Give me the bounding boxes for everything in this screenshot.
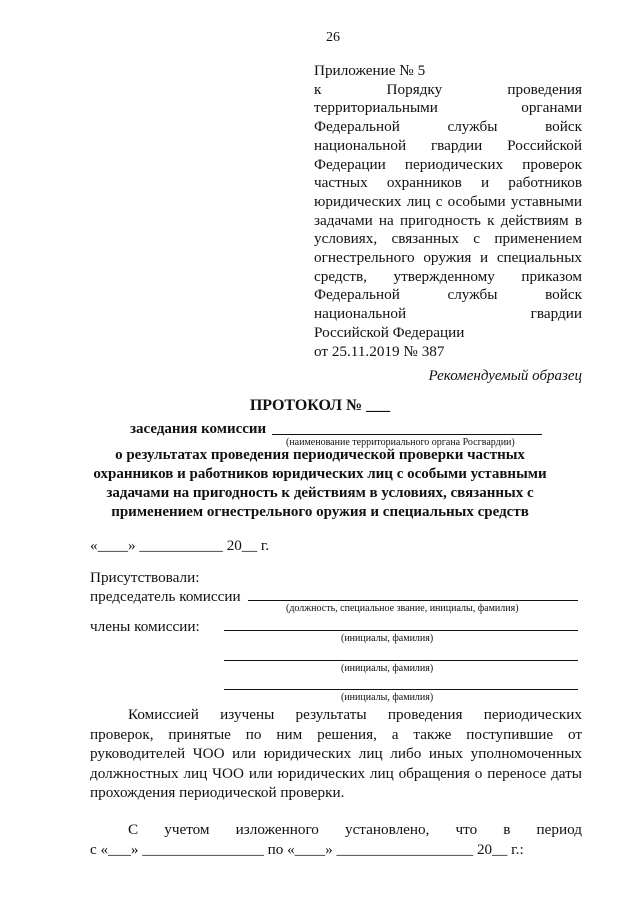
appendix-line: Российской Федерации bbox=[314, 323, 465, 341]
appendix-line: национальной гвардии Российской bbox=[314, 136, 582, 154]
appendix-line: национальной гвардии bbox=[314, 305, 582, 323]
member-underline bbox=[224, 660, 578, 661]
appendix-line: Федерации периодических проверок bbox=[314, 155, 582, 173]
page-number: 26 bbox=[326, 30, 340, 45]
appendix-line: Федеральной службы войск bbox=[314, 286, 582, 304]
paragraph-line: Комиссией изучены результаты проведения периодических bbox=[128, 706, 582, 723]
appendix-line: территориальными органами bbox=[314, 99, 582, 117]
paragraph-results bbox=[90, 705, 582, 803]
subject-line: задачами на пригодность к действиям в условиях, связанных с bbox=[106, 485, 534, 501]
paragraph-line: прохождения периодической проверки. bbox=[90, 784, 345, 802]
appendix-line: к Порядку проведения bbox=[314, 80, 582, 98]
subject-line: охранников и работников юридических лиц с особыми уставными bbox=[93, 466, 547, 482]
member-underline bbox=[224, 630, 578, 631]
paragraph-line: С учетом изложенного установлено, что в период bbox=[128, 821, 582, 838]
members-label: члены комиссии: bbox=[90, 618, 200, 635]
paragraph-line: должностных лиц ЧОО или юридических лиц обращения о переносе даты bbox=[90, 764, 582, 782]
appendix-line: юридических лиц с особыми уставными bbox=[314, 192, 582, 210]
paragraph-findings bbox=[90, 820, 582, 859]
appendix-block bbox=[314, 62, 582, 361]
appendix-line: огнестрельного оружия и специальных bbox=[314, 249, 582, 267]
member-caption: (инициалы, фамилия) bbox=[341, 692, 434, 703]
period-line: с «___» ________________ по «____» __________________ 20__ г.: bbox=[90, 840, 524, 858]
session-label: заседания комиссии bbox=[130, 421, 267, 437]
subject-line: о результатах проведения периодической проверки частных bbox=[115, 447, 525, 463]
protocol-subject bbox=[0, 446, 640, 522]
appendix-line: частных охранников и работников bbox=[314, 174, 582, 192]
sample-label: Рекомендуемый образец bbox=[428, 368, 582, 384]
appendix-line: Приложение № 5 bbox=[314, 62, 426, 79]
subject-line: применением огнестрельного оружия и специальных средств bbox=[111, 504, 529, 520]
member-underline bbox=[224, 689, 578, 690]
appendix-line: задачами на пригодность к действиям в bbox=[314, 211, 582, 229]
appendix-line: Федеральной службы войск bbox=[314, 118, 582, 136]
member-caption: (инициалы, фамилия) bbox=[341, 663, 434, 674]
appendix-line: от 25.11.2019 № 387 bbox=[314, 342, 445, 360]
chair-caption: (должность, специальное звание, инициалы, фамилия) bbox=[286, 603, 519, 614]
session-underline bbox=[272, 434, 542, 435]
member-caption: (инициалы, фамилия) bbox=[341, 633, 434, 644]
chair-underline bbox=[248, 600, 578, 601]
paragraph-line: проверок, принятые по ним решения, а также поступившие от bbox=[90, 725, 582, 743]
session-caption: (наименование территориального органа Росгвардии) bbox=[286, 437, 515, 448]
paragraph-line: руководителей ЧОО или юридических лиц либо иных уполномоченных bbox=[90, 745, 582, 763]
chair-label: председатель комиссии bbox=[90, 588, 241, 605]
appendix-line: условиях, связанных с применением bbox=[314, 230, 582, 248]
present-label: Присутствовали: bbox=[90, 569, 200, 586]
appendix-line: средств, утвержденному приказом bbox=[314, 267, 582, 285]
protocol-title: ПРОТОКОЛ № ___ bbox=[249, 397, 391, 414]
protocol-date: «____» ___________ 20__ г. bbox=[90, 537, 270, 554]
